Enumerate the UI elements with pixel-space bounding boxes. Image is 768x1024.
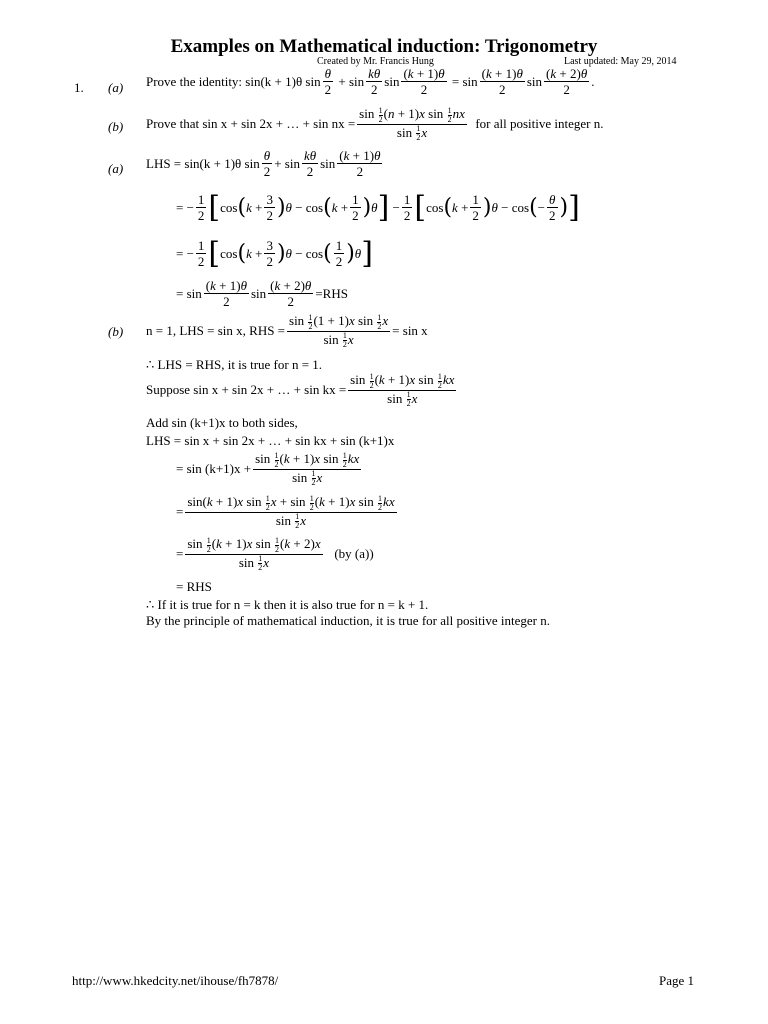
author-credit: Created by Mr. Francis Hung	[317, 56, 434, 67]
fraction: $\frac{(k + 2)\theta}{2}$	[546, 66, 588, 97]
fraction: $\frac{3}{2}$	[266, 192, 273, 223]
fraction: $\frac{1}{2}$	[335, 238, 343, 269]
solution-b-rhs: = RHS	[176, 579, 212, 594]
solution-a-lhs: LHS = sin(k + 1)θ sin	[146, 155, 260, 171]
fraction: sin $\frac{1}{2}$ (k + 1)x sin $\frac{1}{2}$ kx sin $\frac{1}{2}$ x	[350, 371, 455, 409]
solution-b-step-2: = sin(k + 1)x sin $\frac{1}{2}$ x + sin $\frac{1}{2}$ (k + 1)x sin $\frac{1}{2}$ kx sin $\frac{1}{2}$ x	[176, 493, 395, 531]
solution-b-step-3: = sin $\frac{1}{2}$ (k + 1)x sin $\frac{1}{2}$ (k + 2)x sin $\frac{1}{2}$ x (by (a))	[176, 535, 374, 573]
solution-a-rhs: =RHS	[315, 285, 348, 301]
solution-b-hypothesis	[146, 372, 458, 408]
question-part-a-text: Prove the identity: sin(k + 1)θ sin	[146, 73, 321, 89]
fraction: $\frac{k\theta}{2}$	[368, 66, 381, 97]
fraction: sin $\frac{1}{2}$ (1 + 1)x sin $\frac{1}{2}$ x sin $\frac{1}{2}$ x	[289, 312, 389, 350]
solution-part-a-label: (a)	[108, 161, 124, 176]
fraction: $\frac{\theta}{2}$	[324, 66, 332, 97]
footer-url[interactable]: http://www.hkedcity.net/ihouse/fh7878/	[72, 973, 279, 988]
fraction: $\frac{\theta}{2}$	[549, 192, 556, 223]
fraction: $\frac{1}{2}$	[352, 192, 359, 223]
solution-a-line-1: LHS = sin(k + 1)θ sin $\frac{\theta}{2}$ + sin $\frac{k\theta}{2}$ sin $\frac{(k + 1)\theta}{2}$	[146, 148, 381, 179]
fraction: $\frac{1}{2}$	[403, 192, 411, 223]
solution-b-lhs: LHS = sin x + sin 2x + … + sin kx + sin (k+1)x	[146, 433, 395, 448]
last-updated: Last updated: May 29, 2014	[564, 56, 677, 67]
fraction: $\frac{1}{2}$	[197, 238, 205, 269]
solution-b-inductive-conclusion: ∴ If it is true for n = k then it is also true for n = k + 1.	[146, 597, 429, 612]
solution-b-add-step: Add sin (k+1)x to both sides,	[146, 415, 298, 430]
question-part-a-statement: Prove the identity: sin(k + 1)θ sin $\frac{\theta}{2}$ + sin $\frac{k\theta}{2}$ sin $\frac{(k + 1)\theta}{2}$ = sin $\frac{(k + 1)\theta}{2}$ sin $\frac{(k + 2)\theta}{2}$ .	[146, 66, 595, 97]
solution-a-line-3: = − $\frac{1}{2}$ [ cos ( k + $\frac{3}{2}$ ) θ − cos ( $\frac{1}{2}$ ) θ ]	[176, 235, 373, 271]
solution-b-base-case: n = 1, LHS = sin x, RHS =	[146, 323, 286, 339]
question-number: 1.	[74, 80, 84, 95]
solution-b-line-1	[146, 313, 428, 349]
fraction: $\frac{(k + 1)\theta}{2}$	[403, 66, 445, 97]
question-part-b-label: (b)	[108, 119, 124, 134]
solution-b-final-conclusion: By the principle of mathematical induction, it is true for all positive integer n.	[146, 613, 550, 628]
fraction: $\frac{(k + 2)\theta}{2}$	[270, 278, 312, 309]
fraction: sin $\frac{1}{2}$ (k + 1)x sin $\frac{1}{2}$ kx sin $\frac{1}{2}$ x	[255, 450, 360, 488]
fraction: $\frac{1}{2}$	[472, 192, 479, 223]
fraction: sin $\frac{1}{2}$ (k + 1)x sin $\frac{1}{2}$ (k + 2)x sin $\frac{1}{2}$ x	[187, 535, 321, 573]
fraction: $\frac{3}{2}$	[266, 238, 273, 269]
solution-a-line-4: = sin $\frac{(k + 1)\theta}{2}$ sin $\frac{(k + 2)\theta}{2}$ =RHS	[176, 278, 348, 309]
solution-a-line-2: = − $\frac{1}{2}$ [ cos ( k + $\frac{3}{2}$ ) θ − cos ( k + $\frac{1}{2}$ ) θ ] − $\frac{1}{2}$ [ cos ( k + $\frac{1}{2}$ ) θ − cos ( − $\frac{\theta}{2}$ ) ]	[176, 189, 580, 225]
solution-b-base-conclusion: ∴ LHS = RHS, it is true for n = 1.	[146, 357, 323, 372]
fraction: $\frac{\theta}{2}$	[263, 148, 271, 179]
solution-part-b-label: (b)	[108, 324, 124, 339]
question-part-b-tail: for all positive integer n.	[475, 116, 604, 132]
fraction: $\frac{1}{2}$	[197, 192, 205, 223]
fraction: sin $\frac{1}{2}$ (n + 1)x sin $\frac{1}{2}$ nx sin $\frac{1}{2}$ x	[359, 105, 465, 143]
fraction: $\frac{k\theta}{2}$	[303, 148, 317, 179]
fraction: $\frac{(k + 1)\theta}{2}$	[339, 148, 381, 179]
solution-b-step-1-text: = sin (k+1)x +	[176, 461, 252, 477]
fraction: sin(k + 1)x sin $\frac{1}{2}$ x + sin $\frac{1}{2}$ (k + 1)x sin $\frac{1}{2}$ kx sin $\frac{1}{2}$ x	[187, 493, 395, 531]
fraction: $\frac{(k + 1)\theta}{2}$	[205, 278, 247, 309]
solution-b-hypothesis-text: Suppose sin x + sin 2x + … + sin kx =	[146, 382, 347, 398]
fraction: $\frac{(k + 1)\theta}{2}$	[481, 66, 523, 97]
question-part-b-text: Prove that sin x + sin 2x + … + sin nx =	[146, 116, 356, 132]
solution-b-base-result: = sin x	[392, 323, 428, 339]
solution-b-by-a: (by (a))	[334, 546, 374, 562]
question-part-a-label: (a)	[108, 80, 124, 95]
page-title: Examples on Mathematical induction: Trigonometry	[170, 36, 598, 57]
question-part-b-statement	[146, 106, 604, 142]
page-number: Page 1	[658, 973, 694, 988]
solution-b-step-1	[176, 451, 363, 487]
